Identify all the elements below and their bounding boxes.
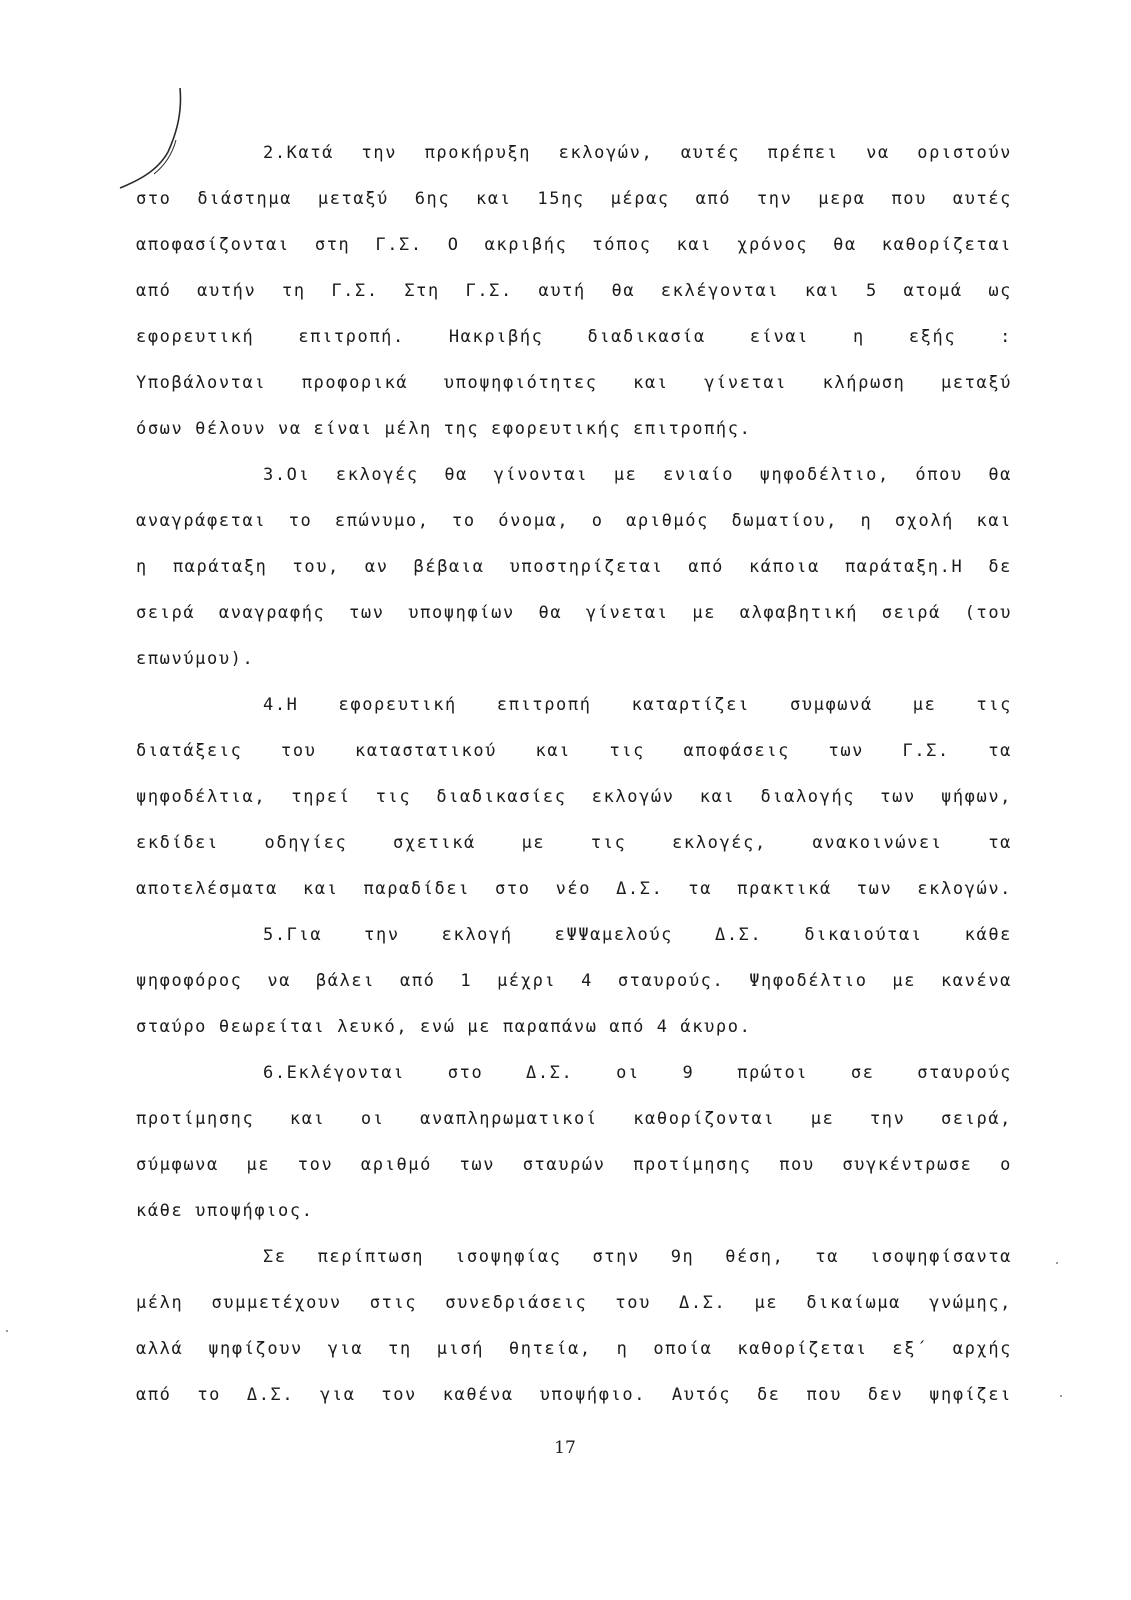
text-line-16: εκδίδει οδηγίες σχετικά με τις εκλογές, ανακοινώνει τα <box>136 833 1012 853</box>
text-line-13: 4.Η εφορευτική επιτροπή καταρτίζει συμφωνά με τις <box>263 695 1012 715</box>
text-line-15: ψηφοδέλτια, τηρεί τις διαδικασίες εκλογών και διαλογής των ψήφων, <box>136 787 1012 807</box>
text-line-23: σύμφωνα με τον αριθμό των σταυρών προτίμησης που συγκέντρωσε ο <box>136 1155 1012 1175</box>
text-line-12: επωνύμου). <box>136 649 255 669</box>
text-line-3: αποφασίζονται στη Γ.Σ. Ο ακριβής τόπος και χρόνος θα καθορίζεται <box>136 235 1012 255</box>
text-line-5: εφορευτική επιτροπή. Ηακριβής διαδικασία είναι η εξής : <box>136 327 1012 347</box>
text-line-20: σταύρο θεωρείται λευκό, ενώ με παραπάνω από 4 άκυρο. <box>136 1017 752 1037</box>
text-line-8: 3.Οι εκλογές θα γίνονται με ενιαίο ψηφοδέλτιο, όπου θα <box>263 465 1012 485</box>
text-line-2: στο διάστημα μεταξύ 6ης και 15ης μέρας από την μερα που αυτές <box>136 189 1012 209</box>
page-number: 17 <box>554 1438 576 1458</box>
text-line-24: κάθε υποψήφιος. <box>136 1201 314 1221</box>
text-line-27: αλλά ψηφίζουν για τη μισή θητεία, η οποία καθορίζεται εξ΄ αρχής <box>136 1339 1012 1359</box>
text-line-22: προτίμησης και οι αναπληρωματικοί καθορίζονται με την σειρά, <box>136 1109 1012 1129</box>
scan-speck <box>1060 1395 1062 1397</box>
text-line-25: Σε περίπτωση ισοψηφίας στην 9η θέση, τα ισοψηφίσαντα <box>263 1247 1012 1267</box>
text-line-9: αναγράφεται το επώνυμο, το όνομα, ο αριθμός δωματίου, η σχολή και <box>136 511 1012 531</box>
text-line-21: 6.Εκλέγονται στο Δ.Σ. οι 9 πρώτοι σε σταυρούς <box>263 1063 1012 1083</box>
text-line-7: όσων θέλουν να είναι μέλη της εφορευτικής επιτροπής. <box>136 419 752 439</box>
text-line-17: αποτελέσματα και παραδίδει στο νέο Δ.Σ. τα πρακτικά των εκλογών. <box>136 879 1012 899</box>
text-line-1: 2.Κατά την προκήρυξη εκλογών, αυτές πρέπει να οριστούν <box>263 143 1012 163</box>
pen-stroke-mark <box>110 70 210 200</box>
text-line-28: από το Δ.Σ. για τον καθένα υποψήφιο. Αυτός δε που δεν ψηφίζει <box>136 1385 1012 1405</box>
scan-speck <box>1056 1262 1058 1264</box>
text-line-10: η παράταξη του, αν βέβαια υποστηρίζεται από κάποια παράταξη.Η δε <box>136 557 1012 577</box>
text-line-4: από αυτήν τη Γ.Σ. Στη Γ.Σ. αυτή θα εκλέγονται και 5 ατομά ως <box>136 281 1012 301</box>
text-line-18: 5.Για την εκλογή εΨΨαμελούς Δ.Σ. δικαιούται κάθε <box>263 925 1012 945</box>
text-line-19: ψηφοφόρος να βάλει από 1 μέχρι 4 σταυρούς. Ψηφοδέλτιο με κανένα <box>136 971 1012 991</box>
text-line-6: Υποβάλονται προφορικά υποψηφιότητες και γίνεται κλήρωση μεταξύ <box>136 373 1012 393</box>
text-line-26: μέλη συμμετέχουν στις συνεδριάσεις του Δ.Σ. με δικαίωμα γνώμης, <box>136 1293 1012 1313</box>
text-line-11: σειρά αναγραφής των υποψηφίων θα γίνεται με αλφαβητική σειρά (του <box>136 603 1012 623</box>
text-line-14: διατάξεις του καταστατικού και τις αποφάσεις των Γ.Σ. τα <box>136 741 1012 761</box>
scan-speck <box>6 1330 8 1332</box>
